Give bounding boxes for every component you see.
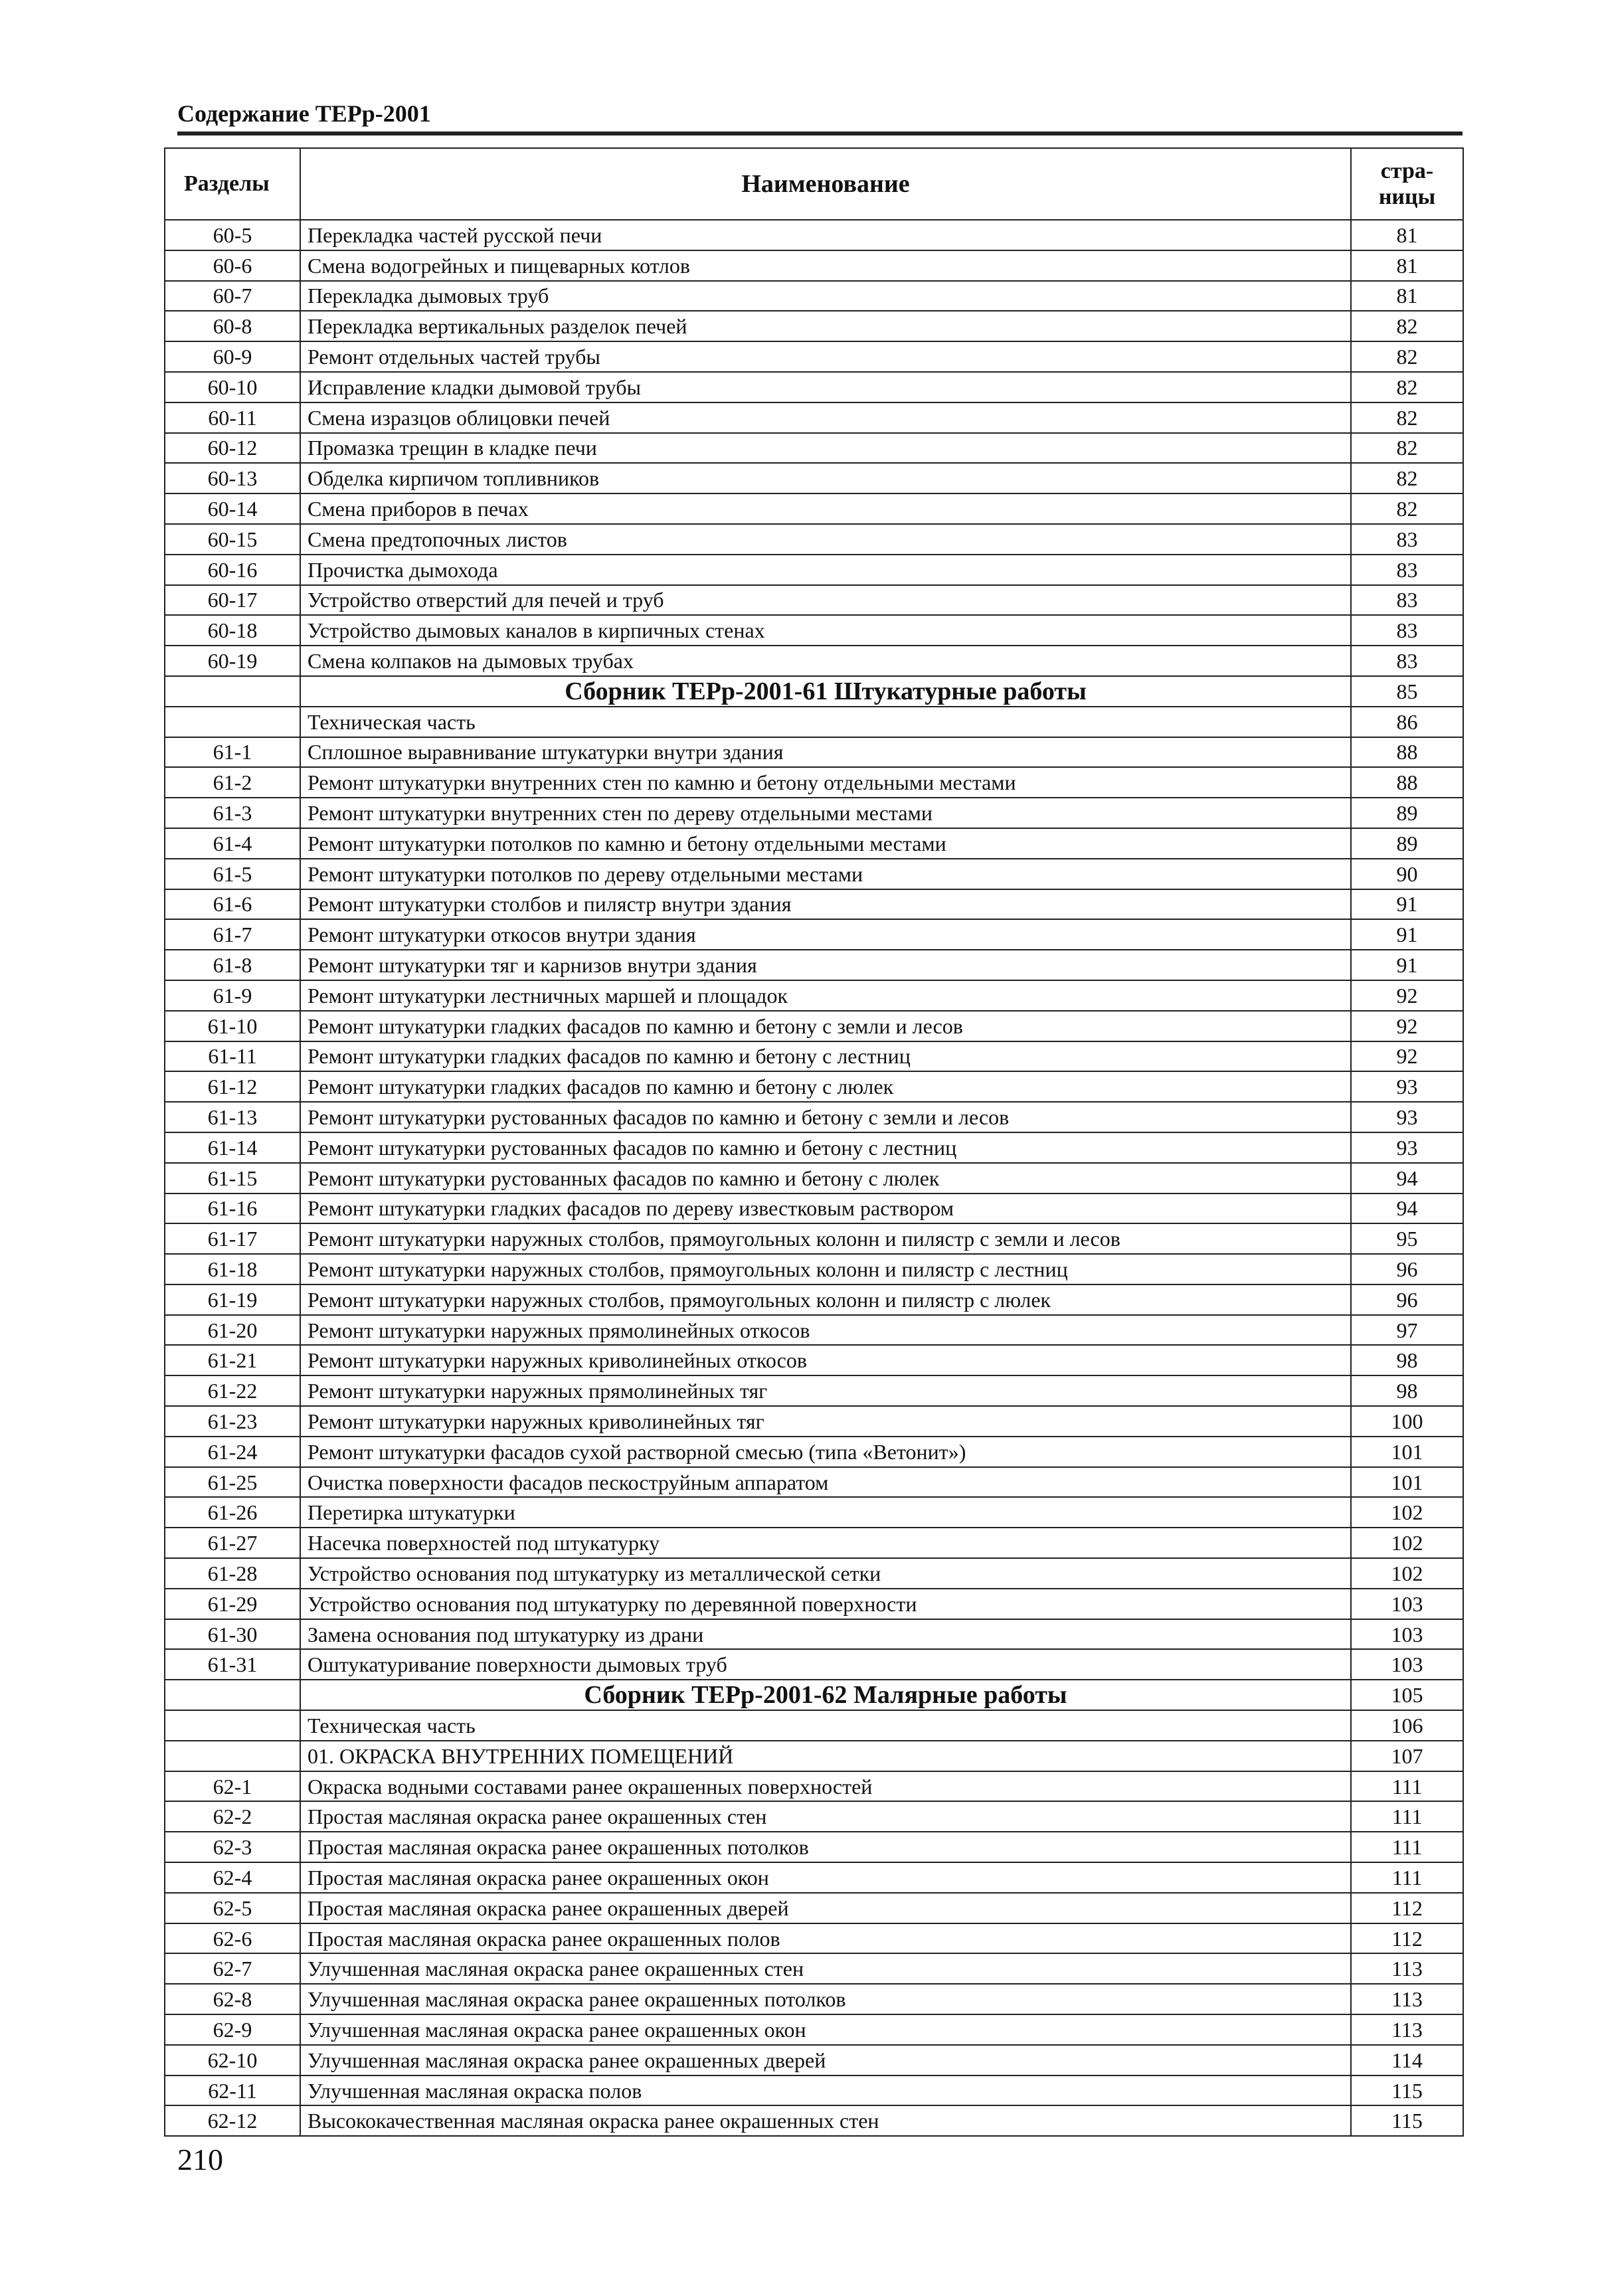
page-header xyxy=(177,93,1463,135)
name-cell: Улучшенная масляная окраска ранее окрашенных стен xyxy=(300,1953,1351,1984)
table-row xyxy=(165,250,1463,281)
section-cell: 61-17 xyxy=(165,1223,300,1254)
name-cell: Ремонт штукатурки гладких фасадов по камню и бетону с лестниц xyxy=(300,1041,1351,1072)
section-cell: 61-7 xyxy=(165,919,300,950)
page-cell: 111 xyxy=(1351,1832,1463,1862)
page-cell: 96 xyxy=(1351,1284,1463,1315)
section-cell xyxy=(165,1741,300,1771)
table-row xyxy=(165,767,1463,798)
page-cell: 81 xyxy=(1351,250,1463,281)
page-cell: 82 xyxy=(1351,433,1463,464)
name-cell: Ремонт отдельных частей трубы xyxy=(300,341,1351,372)
page-cell: 92 xyxy=(1351,1011,1463,1041)
page-cell: 82 xyxy=(1351,341,1463,372)
section-cell: 60-6 xyxy=(165,250,300,281)
section-cell: 62-12 xyxy=(165,2105,300,2136)
section-cell: 60-8 xyxy=(165,311,300,341)
table-row xyxy=(165,281,1463,311)
table-row xyxy=(165,524,1463,555)
page-cell: 96 xyxy=(1351,1254,1463,1284)
page-cell: 88 xyxy=(1351,767,1463,798)
table-row xyxy=(165,1832,1463,1862)
table-row xyxy=(165,889,1463,920)
table-row xyxy=(165,2045,1463,2075)
table-row xyxy=(165,919,1463,950)
section-cell: 61-31 xyxy=(165,1649,300,1680)
page-cell: 92 xyxy=(1351,980,1463,1011)
page-cell: 89 xyxy=(1351,798,1463,828)
table-row xyxy=(165,1893,1463,1923)
page-cell: 82 xyxy=(1351,463,1463,493)
name-cell: Улучшенная масляная окраска полов xyxy=(300,2075,1351,2106)
name-cell: Высококачественная масляная окраска ранее окрашенных стен xyxy=(300,2105,1351,2136)
page-cell: 85 xyxy=(1351,676,1463,707)
section-cell xyxy=(165,707,300,737)
table-row xyxy=(165,1223,1463,1254)
section-cell xyxy=(165,676,300,707)
name-cell: Ремонт штукатурки фасадов сухой растворной смесью (типа «Ветонит») xyxy=(300,1437,1351,1467)
table-row xyxy=(165,372,1463,402)
table-row xyxy=(165,737,1463,768)
table-row xyxy=(165,707,1463,737)
section-cell: 60-5 xyxy=(165,220,300,250)
table-row xyxy=(165,1771,1463,1802)
section-cell: 61-30 xyxy=(165,1619,300,1650)
table-row xyxy=(165,1497,1463,1528)
table-row xyxy=(165,1345,1463,1375)
name-cell: Перекладка частей русской печи xyxy=(300,220,1351,250)
name-cell: Простая масляная окраска ранее окрашенных полов xyxy=(300,1923,1351,1954)
section-cell xyxy=(165,1710,300,1741)
table-row xyxy=(165,1193,1463,1224)
name-cell: Ремонт штукатурки гладких фасадов по камню и бетону с люлек xyxy=(300,1071,1351,1102)
table-row xyxy=(165,1741,1463,1771)
page-cell: 101 xyxy=(1351,1467,1463,1498)
page-cell: 82 xyxy=(1351,372,1463,402)
column-header-name: Наименование xyxy=(300,148,1351,220)
name-cell: Насечка поверхностей под штукатурку xyxy=(300,1528,1351,1558)
table-row xyxy=(165,1406,1463,1437)
section-cell: 61-1 xyxy=(165,737,300,768)
page-cell: 82 xyxy=(1351,402,1463,433)
section-cell: 60-11 xyxy=(165,402,300,433)
name-cell: Перекладка вертикальных разделок печей xyxy=(300,311,1351,341)
page-cell: 100 xyxy=(1351,1406,1463,1437)
table-row xyxy=(165,555,1463,585)
section-cell: 60-14 xyxy=(165,493,300,524)
page-cell: 115 xyxy=(1351,2075,1463,2106)
section-cell: 62-6 xyxy=(165,1923,300,1954)
table-row xyxy=(165,1041,1463,1072)
table-row xyxy=(165,311,1463,341)
page-cell: 115 xyxy=(1351,2105,1463,2136)
section-cell: 62-5 xyxy=(165,1893,300,1923)
section-cell: 60-19 xyxy=(165,646,300,676)
page-cell: 107 xyxy=(1351,1741,1463,1771)
table-row xyxy=(165,1467,1463,1498)
section-cell: 62-11 xyxy=(165,2075,300,2106)
page-cell: 113 xyxy=(1351,2014,1463,2045)
page-cell: 113 xyxy=(1351,1984,1463,2014)
section-cell: 62-10 xyxy=(165,2045,300,2075)
name-cell: Промазка трещин в кладке печи xyxy=(300,433,1351,464)
page-cell: 92 xyxy=(1351,1041,1463,1072)
name-cell: Ремонт штукатурки тяг и карнизов внутри здания xyxy=(300,950,1351,980)
page-cell: 82 xyxy=(1351,311,1463,341)
table-row xyxy=(165,1710,1463,1741)
name-cell: Ремонт штукатурки потолков по камню и бетону отдельными местами xyxy=(300,828,1351,859)
table-row xyxy=(165,1284,1463,1315)
page-cell: 83 xyxy=(1351,615,1463,646)
section-cell: 61-22 xyxy=(165,1375,300,1406)
table-row xyxy=(165,1953,1463,1984)
section-cell: 62-3 xyxy=(165,1832,300,1862)
page-cell: 86 xyxy=(1351,707,1463,737)
name-cell: Перетирка штукатурки xyxy=(300,1497,1351,1528)
name-cell: Простая масляная окраска ранее окрашенных потолков xyxy=(300,1832,1351,1862)
section-cell: 61-3 xyxy=(165,798,300,828)
name-cell: Перекладка дымовых труб xyxy=(300,281,1351,311)
section-cell: 61-18 xyxy=(165,1254,300,1284)
section-cell: 61-12 xyxy=(165,1071,300,1102)
name-cell: Ремонт штукатурки наружных криволинейных откосов xyxy=(300,1345,1351,1375)
table-row xyxy=(165,2105,1463,2136)
section-cell: 61-20 xyxy=(165,1315,300,1346)
section-cell: 60-10 xyxy=(165,372,300,402)
section-cell: 61-11 xyxy=(165,1041,300,1072)
section-cell: 61-23 xyxy=(165,1406,300,1437)
section-cell: 61-21 xyxy=(165,1345,300,1375)
section-cell: 61-14 xyxy=(165,1132,300,1163)
section-cell: 61-5 xyxy=(165,859,300,889)
section-cell xyxy=(165,1680,300,1710)
name-cell: Ремонт штукатурки потолков по дереву отдельными местами xyxy=(300,859,1351,889)
section-cell: 60-15 xyxy=(165,524,300,555)
section-cell: 61-24 xyxy=(165,1437,300,1467)
page-cell: 98 xyxy=(1351,1375,1463,1406)
page-cell: 98 xyxy=(1351,1345,1463,1375)
column-header-section: Разделы xyxy=(165,148,300,220)
name-cell: Обделка кирпичом топливников xyxy=(300,463,1351,493)
name-cell: Простая масляная окраска ранее окрашенных окон xyxy=(300,1862,1351,1893)
name-cell: Ремонт штукатурки откосов внутри здания xyxy=(300,919,1351,950)
name-cell: Устройство отверстий для печей и труб xyxy=(300,585,1351,616)
page-number: 210 xyxy=(177,2143,223,2176)
name-cell: Ремонт штукатурки столбов и пилястр внутри здания xyxy=(300,889,1351,920)
name-cell: Улучшенная масляная окраска ранее окрашенных окон xyxy=(300,2014,1351,2045)
section-cell: 61-10 xyxy=(165,1011,300,1041)
table-row xyxy=(165,1375,1463,1406)
name-cell: Техническая часть xyxy=(300,1710,1351,1741)
contents-table xyxy=(164,147,1464,2137)
name-cell: Исправление кладки дымовой трубы xyxy=(300,372,1351,402)
name-cell: Смена водогрейных и пищеварных котлов xyxy=(300,250,1351,281)
section-cell: 62-8 xyxy=(165,1984,300,2014)
section-cell: 61-4 xyxy=(165,828,300,859)
table-row xyxy=(165,1649,1463,1680)
table-row xyxy=(165,433,1463,464)
page-cell: 102 xyxy=(1351,1497,1463,1528)
collection-row xyxy=(165,676,1463,707)
name-cell: Прочистка дымохода xyxy=(300,555,1351,585)
name-cell: Окраска водными составами ранее окрашенных поверхностей xyxy=(300,1771,1351,1802)
table-row xyxy=(165,1984,1463,2014)
name-cell: Ремонт штукатурки наружных криволинейных тяг xyxy=(300,1406,1351,1437)
name-cell: Техническая часть xyxy=(300,707,1351,737)
section-cell: 61-13 xyxy=(165,1102,300,1132)
table-row xyxy=(165,1132,1463,1163)
table-row xyxy=(165,950,1463,980)
page-cell: 102 xyxy=(1351,1528,1463,1558)
page-cell: 83 xyxy=(1351,646,1463,676)
page-cell: 113 xyxy=(1351,1953,1463,1984)
section-cell: 60-13 xyxy=(165,463,300,493)
page-cell: 112 xyxy=(1351,1923,1463,1954)
name-cell: Улучшенная масляная окраска ранее окрашенных потолков xyxy=(300,1984,1351,2014)
name-cell: Очистка поверхности фасадов пескоструйным аппаратом xyxy=(300,1467,1351,1498)
table-row xyxy=(165,2014,1463,2045)
page-cell: 112 xyxy=(1351,1893,1463,1923)
section-cell: 61-16 xyxy=(165,1193,300,1224)
table-row xyxy=(165,1528,1463,1558)
name-cell: Смена изразцов облицовки печей xyxy=(300,402,1351,433)
name-cell: Ремонт штукатурки лестничных маршей и площадок xyxy=(300,980,1351,1011)
page-cell: 83 xyxy=(1351,555,1463,585)
section-cell: 60-18 xyxy=(165,615,300,646)
name-cell: Устройство основания под штукатурку по деревянной поверхности xyxy=(300,1589,1351,1619)
table-row xyxy=(165,798,1463,828)
page-cell: 81 xyxy=(1351,220,1463,250)
name-cell: Ремонт штукатурки внутренних стен по дереву отдельными местами xyxy=(300,798,1351,828)
name-cell: Ремонт штукатурки гладких фасадов по камню и бетону с земли и лесов xyxy=(300,1011,1351,1041)
collection-row xyxy=(165,1680,1463,1710)
section-cell: 60-7 xyxy=(165,281,300,311)
page-cell: 94 xyxy=(1351,1163,1463,1193)
page-cell: 111 xyxy=(1351,1801,1463,1832)
name-cell: Устройство основания под штукатурку из металлической сетки xyxy=(300,1558,1351,1589)
name-cell: Сборник ТЕРр-2001-62 Малярные работы xyxy=(300,1680,1351,1710)
name-cell: Ремонт штукатурки рустованных фасадов по камню и бетону с лестниц xyxy=(300,1132,1351,1163)
table-row xyxy=(165,2075,1463,2106)
section-cell: 61-9 xyxy=(165,980,300,1011)
section-cell: 62-4 xyxy=(165,1862,300,1893)
table-row xyxy=(165,1619,1463,1650)
section-cell: 62-9 xyxy=(165,2014,300,2045)
table-header-row xyxy=(165,148,1463,220)
section-cell: 62-2 xyxy=(165,1801,300,1832)
name-cell: Сплошное выравнивание штукатурки внутри здания xyxy=(300,737,1351,768)
table-row xyxy=(165,493,1463,524)
name-cell: Улучшенная масляная окраска ранее окрашенных дверей xyxy=(300,2045,1351,2075)
page-cell: 93 xyxy=(1351,1132,1463,1163)
table-row xyxy=(165,1102,1463,1132)
section-cell: 61-28 xyxy=(165,1558,300,1589)
name-cell: Ремонт штукатурки гладких фасадов по дереву известковым раствором xyxy=(300,1193,1351,1224)
section-cell: 61-19 xyxy=(165,1284,300,1315)
column-header-page xyxy=(1351,148,1463,220)
page-cell: 111 xyxy=(1351,1862,1463,1893)
table-row xyxy=(165,646,1463,676)
table-row xyxy=(165,1071,1463,1102)
table-row xyxy=(165,1254,1463,1284)
name-cell: Ремонт штукатурки рустованных фасадов по камню и бетону с люлек xyxy=(300,1163,1351,1193)
table-row xyxy=(165,1163,1463,1193)
page-cell: 91 xyxy=(1351,889,1463,920)
name-cell: Ремонт штукатурки наружных прямолинейных тяг xyxy=(300,1375,1351,1406)
name-cell: Ремонт штукатурки внутренних стен по камню и бетону отдельными местами xyxy=(300,767,1351,798)
section-cell: 61-26 xyxy=(165,1497,300,1528)
name-cell: Ремонт штукатурки наружных столбов, прямоугольных колонн и пилястр с лестниц xyxy=(300,1254,1351,1284)
name-cell: Устройство дымовых каналов в кирпичных стенах xyxy=(300,615,1351,646)
section-cell: 61-8 xyxy=(165,950,300,980)
column-header-page-text: стра- ницы xyxy=(1378,158,1436,209)
name-cell: Ремонт штукатурки наружных столбов, прямоугольных колонн и пилястр с земли и лесов xyxy=(300,1223,1351,1254)
name-cell: Смена приборов в печах xyxy=(300,493,1351,524)
page-cell: 83 xyxy=(1351,585,1463,616)
table-row xyxy=(165,402,1463,433)
name-cell: 01. ОКРАСКА ВНУТРЕННИХ ПОМЕЩЕНИЙ xyxy=(300,1741,1351,1771)
name-cell: Простая масляная окраска ранее окрашенных дверей xyxy=(300,1893,1351,1923)
table-row xyxy=(165,1558,1463,1589)
name-cell: Простая масляная окраска ранее окрашенных стен xyxy=(300,1801,1351,1832)
section-cell: 61-29 xyxy=(165,1589,300,1619)
table-row xyxy=(165,828,1463,859)
section-cell: 61-27 xyxy=(165,1528,300,1558)
page-cell: 81 xyxy=(1351,281,1463,311)
contents-table-body xyxy=(165,220,1463,2136)
table-row xyxy=(165,1437,1463,1467)
page-cell: 106 xyxy=(1351,1710,1463,1741)
page-cell: 91 xyxy=(1351,950,1463,980)
page-cell: 105 xyxy=(1351,1680,1463,1710)
name-cell: Ремонт штукатурки рустованных фасадов по камню и бетону с земли и лесов xyxy=(300,1102,1351,1132)
page-cell: 97 xyxy=(1351,1315,1463,1346)
table-row xyxy=(165,1011,1463,1041)
section-cell: 60-12 xyxy=(165,433,300,464)
page-cell: 91 xyxy=(1351,919,1463,950)
section-cell: 61-15 xyxy=(165,1163,300,1193)
page-cell: 89 xyxy=(1351,828,1463,859)
page-cell: 90 xyxy=(1351,859,1463,889)
table-row xyxy=(165,859,1463,889)
page-cell: 103 xyxy=(1351,1649,1463,1680)
name-cell: Ремонт штукатурки наружных прямолинейных откосов xyxy=(300,1315,1351,1346)
page-cell: 103 xyxy=(1351,1589,1463,1619)
name-cell: Смена предтопочных листов xyxy=(300,524,1351,555)
table-row xyxy=(165,1801,1463,1832)
name-cell: Замена основания под штукатурку из драни xyxy=(300,1619,1351,1650)
page-cell: 114 xyxy=(1351,2045,1463,2075)
page-cell: 95 xyxy=(1351,1223,1463,1254)
section-cell: 60-9 xyxy=(165,341,300,372)
name-cell: Ремонт штукатурки наружных столбов, прямоугольных колонн и пилястр с люлек xyxy=(300,1284,1351,1315)
table-row xyxy=(165,463,1463,493)
section-cell: 60-17 xyxy=(165,585,300,616)
page-cell: 82 xyxy=(1351,493,1463,524)
name-cell: Оштукатуривание поверхности дымовых труб xyxy=(300,1649,1351,1680)
name-cell: Сборник ТЕРр-2001-61 Штукатурные работы xyxy=(300,676,1351,707)
section-cell: 62-7 xyxy=(165,1953,300,1984)
table-row xyxy=(165,220,1463,250)
page-cell: 103 xyxy=(1351,1619,1463,1650)
name-cell: Смена колпаков на дымовых трубах xyxy=(300,646,1351,676)
document-title: Содержание ТЕРр-2001 xyxy=(177,100,431,127)
section-cell: 60-16 xyxy=(165,555,300,585)
table-row xyxy=(165,341,1463,372)
table-row xyxy=(165,980,1463,1011)
section-cell: 61-2 xyxy=(165,767,300,798)
page-cell: 93 xyxy=(1351,1102,1463,1132)
table-row xyxy=(165,1923,1463,1954)
table-row xyxy=(165,585,1463,616)
table-row xyxy=(165,615,1463,646)
table-row xyxy=(165,1315,1463,1346)
section-cell: 62-1 xyxy=(165,1771,300,1802)
section-cell: 61-6 xyxy=(165,889,300,920)
page-cell: 102 xyxy=(1351,1558,1463,1589)
page-cell: 83 xyxy=(1351,524,1463,555)
page-cell: 111 xyxy=(1351,1771,1463,1802)
page-cell: 101 xyxy=(1351,1437,1463,1467)
section-cell: 61-25 xyxy=(165,1467,300,1498)
page-cell: 88 xyxy=(1351,737,1463,768)
table-row xyxy=(165,1862,1463,1893)
table-row xyxy=(165,1589,1463,1619)
page-cell: 93 xyxy=(1351,1071,1463,1102)
page-cell: 94 xyxy=(1351,1193,1463,1224)
